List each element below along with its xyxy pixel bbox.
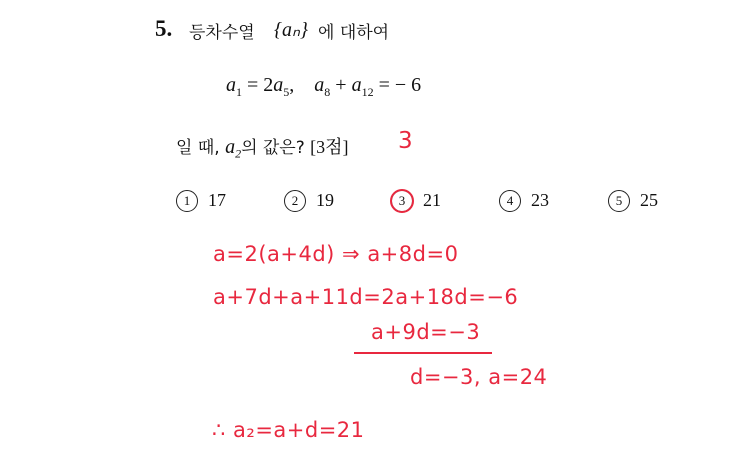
sub-12: 12 [361, 85, 374, 99]
work-divider [354, 352, 492, 354]
plus: + [330, 74, 352, 96]
work-line-2: a+7d+a+11d=2a+18d=−6 [213, 285, 519, 309]
ask-pre: 일 때, [176, 138, 226, 158]
choice-5-value: 25 [640, 190, 658, 210]
question-tail: 에 대하여 [318, 23, 390, 43]
term-a8: a [314, 74, 325, 96]
choice-2[interactable] [284, 190, 334, 212]
eq1: = 2 [242, 74, 274, 96]
term-a5: a [273, 74, 284, 96]
choice-4-value: 23 [531, 190, 549, 210]
choice-5[interactable] [608, 190, 658, 212]
choice-4-number: 4 [499, 190, 521, 212]
ask-line [176, 133, 349, 161]
given-condition [226, 74, 421, 100]
term-a12: a [351, 74, 362, 96]
work-line-4: d=−3, a=24 [410, 365, 548, 389]
choice-3-number: 3 [391, 190, 413, 212]
work-line-1: a=2(a+4d) ⇒ a+8d=0 [213, 242, 459, 266]
sequence-notation: {aₙ} [274, 19, 308, 41]
sub-1: 1 [236, 85, 242, 99]
choice-1-value: 17 [208, 190, 226, 210]
handwritten-answer: 3 [398, 128, 413, 154]
choice-2-value: 19 [316, 190, 334, 210]
ask-var: a [225, 136, 236, 158]
points-label: [3점] [310, 137, 349, 157]
sub-8: 8 [324, 85, 331, 99]
separator: , [289, 74, 295, 96]
sub-5: 5 [283, 85, 290, 99]
question-number: 5. [155, 16, 173, 41]
work-line-5: ∴ a₂=a+d=21 [212, 418, 365, 442]
choice-4[interactable] [499, 190, 549, 212]
ask-post: 의 값은? [241, 138, 311, 158]
ask-sub: 2 [235, 146, 242, 161]
choice-1[interactable] [176, 190, 226, 212]
selected-choice-circle [390, 189, 414, 213]
eq2: = − 6 [373, 74, 422, 96]
work-line-3: a+9d=−3 [371, 320, 481, 344]
term-a1: a [226, 74, 236, 96]
choice-1-number: 1 [176, 190, 198, 212]
choice-2-number: 2 [284, 190, 306, 212]
choice-5-number: 5 [608, 190, 630, 212]
choice-3-value: 21 [423, 190, 441, 210]
question-text: 등차수열 [189, 23, 255, 43]
